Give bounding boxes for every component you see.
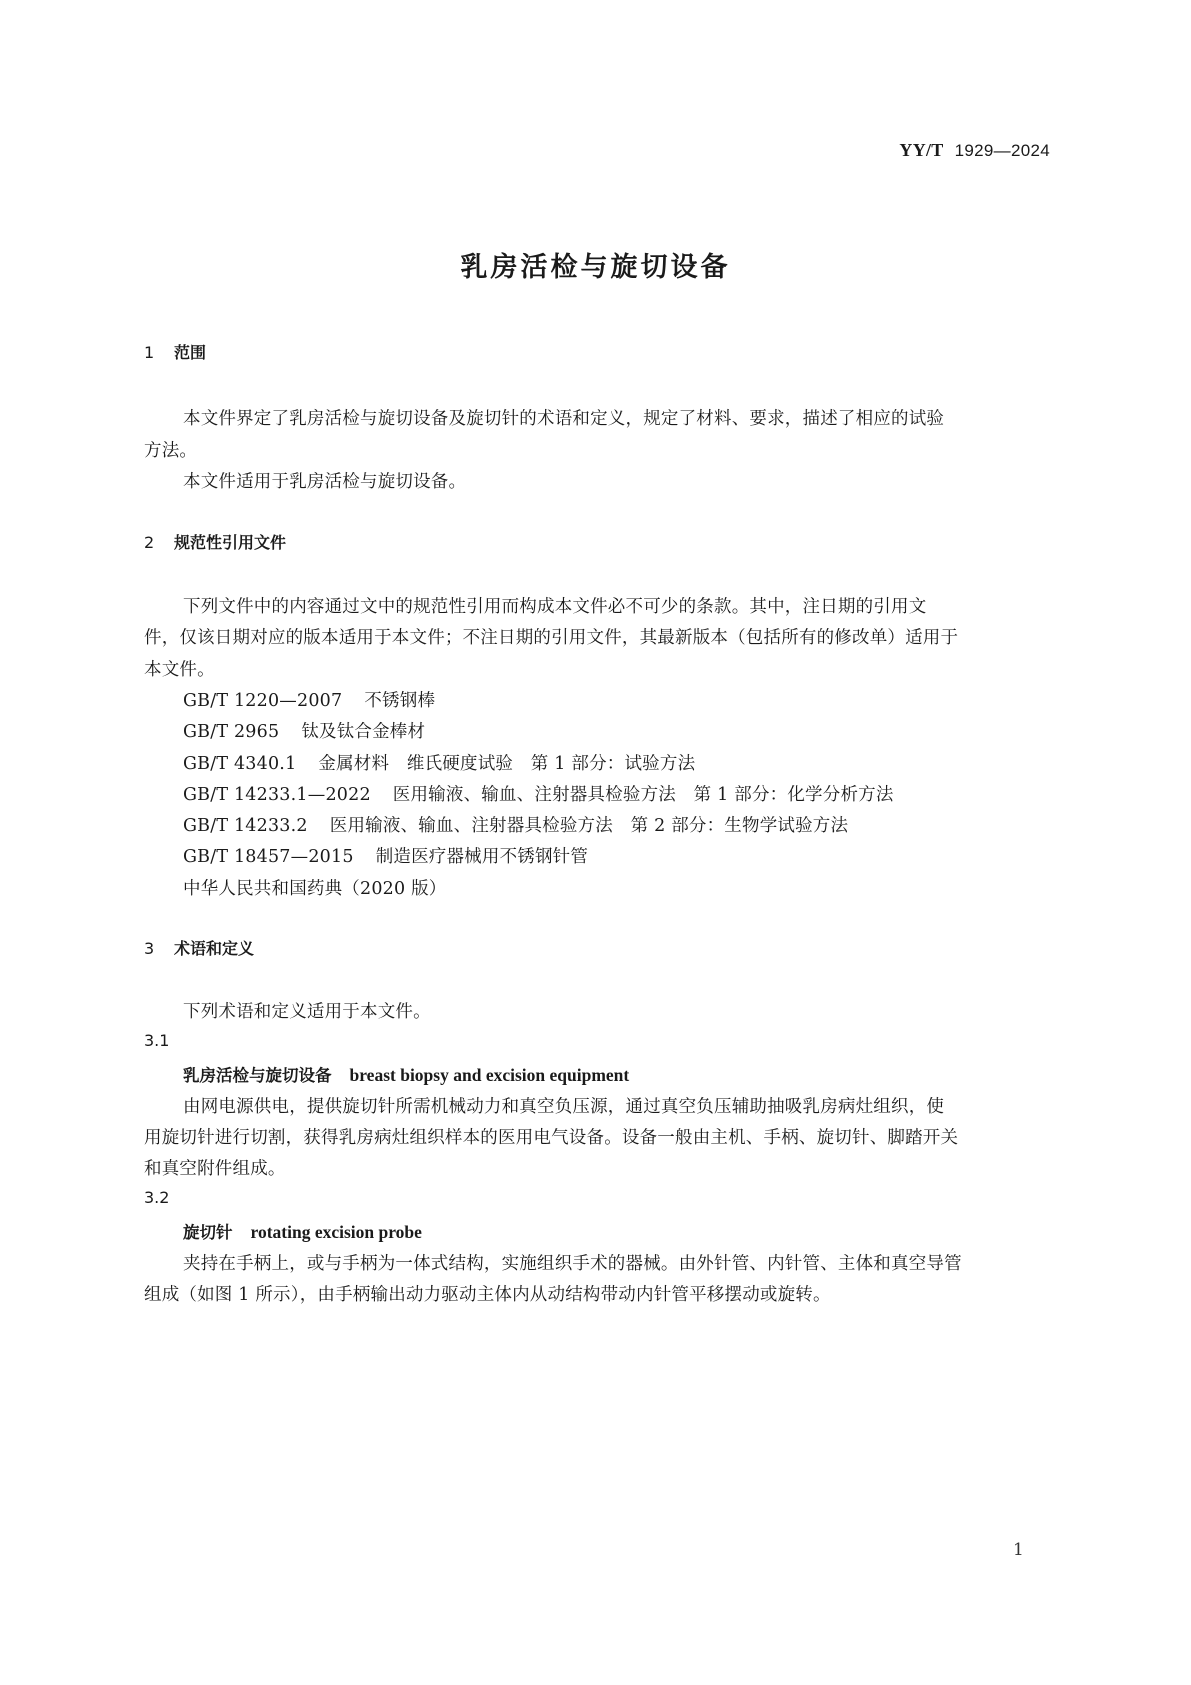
paragraph: 方法。 bbox=[144, 441, 198, 461]
definition-line: 和真空附件组成。 bbox=[144, 1159, 286, 1179]
reference-title: 不锈钢棒 bbox=[364, 691, 436, 711]
definition-line: 用旋切针进行切割，获得乳房病灶组织样本的医用电气设备。设备一般由主机、手柄、旋切针、脚踏开关 bbox=[144, 1128, 959, 1148]
paragraph: 件，仅该日期对应的版本适用于本文件；不注日期的引用文件，其最新版本（包括所有的修改单）适用于 bbox=[144, 628, 959, 648]
standard-prefix: YY/T bbox=[899, 140, 944, 160]
section-number: 1 bbox=[144, 343, 155, 362]
term-en: rotating excision probe bbox=[250, 1222, 422, 1242]
term-heading bbox=[183, 1062, 629, 1086]
standard-number: 1929—2024 bbox=[954, 141, 1050, 160]
section-number: 2 bbox=[144, 533, 155, 552]
reference-item bbox=[183, 812, 848, 837]
term-zh: 乳房活检与旋切设备 bbox=[183, 1066, 332, 1085]
definition-line: 组成（如图 1 所示），由手柄输出动力驱动主体内从动结构带动内针管平移摆动或旋转。 bbox=[144, 1285, 831, 1305]
definition-line: 由网电源供电，提供旋切针所需机械动力和真空负压源，通过真空负压辅助抽吸乳房病灶组织，使 bbox=[183, 1097, 945, 1117]
reference-code: GB/T 18457—2015 bbox=[183, 847, 354, 867]
section-title: 规范性引用文件 bbox=[174, 533, 287, 552]
standard-code bbox=[899, 140, 1050, 161]
reference-title: 钛及钛合金棒材 bbox=[301, 722, 426, 742]
reference-item bbox=[183, 750, 695, 775]
term-zh: 旋切针 bbox=[183, 1223, 233, 1242]
reference-item bbox=[183, 781, 894, 806]
clause-number: 3.1 bbox=[144, 1031, 170, 1050]
reference-title: 金属材料 维氏硬度试验 第 1 部分：试验方法 bbox=[318, 754, 696, 774]
term-heading bbox=[183, 1219, 422, 1243]
section-2-heading bbox=[144, 530, 286, 553]
reference-title: 制造医疗器械用不锈钢针管 bbox=[375, 847, 589, 867]
reference-item bbox=[183, 875, 447, 900]
reference-code: GB/T 14233.1—2022 bbox=[183, 785, 371, 805]
section-3-heading bbox=[144, 936, 254, 959]
section-number: 3 bbox=[144, 939, 155, 958]
section-title: 术语和定义 bbox=[174, 939, 255, 958]
reference-code: GB/T 2965 bbox=[183, 722, 280, 742]
reference-title: 中华人民共和国药典（2020 版） bbox=[183, 879, 447, 899]
reference-title: 医用输液、输血、注射器具检验方法 第 1 部分：化学分析方法 bbox=[392, 785, 894, 805]
reference-title: 医用输液、输血、注射器具检验方法 第 2 部分：生物学试验方法 bbox=[329, 816, 849, 836]
document-title: 乳房活检与旋切设备 bbox=[460, 252, 731, 283]
section-title: 范围 bbox=[174, 343, 207, 362]
clause-number: 3.2 bbox=[144, 1188, 170, 1207]
definition-line: 夹持在手柄上，或与手柄为一体式结构，实施组织手术的器械。由外针管、内针管、主体和真空导管 bbox=[183, 1254, 962, 1274]
paragraph: 本文件。 bbox=[144, 660, 215, 680]
section-1-heading bbox=[144, 340, 206, 363]
reference-item bbox=[183, 718, 425, 743]
reference-item bbox=[183, 687, 435, 712]
page-number: 1 bbox=[1013, 1540, 1024, 1560]
reference-code: GB/T 14233.2 bbox=[183, 816, 308, 836]
reference-item bbox=[183, 843, 588, 868]
paragraph: 下列文件中的内容通过文中的规范性引用而构成本文件必不可少的条款。其中，注日期的引用文 bbox=[183, 597, 927, 617]
paragraph: 本文件适用于乳房活检与旋切设备。 bbox=[183, 472, 467, 492]
reference-code: GB/T 4340.1 bbox=[183, 754, 297, 774]
term-en: breast biopsy and excision equipment bbox=[349, 1065, 630, 1085]
reference-code: GB/T 1220—2007 bbox=[183, 691, 343, 711]
paragraph: 本文件界定了乳房活检与旋切设备及旋切针的术语和定义，规定了材料、要求，描述了相应的试验 bbox=[183, 409, 945, 429]
paragraph: 下列术语和定义适用于本文件。 bbox=[183, 1002, 431, 1022]
